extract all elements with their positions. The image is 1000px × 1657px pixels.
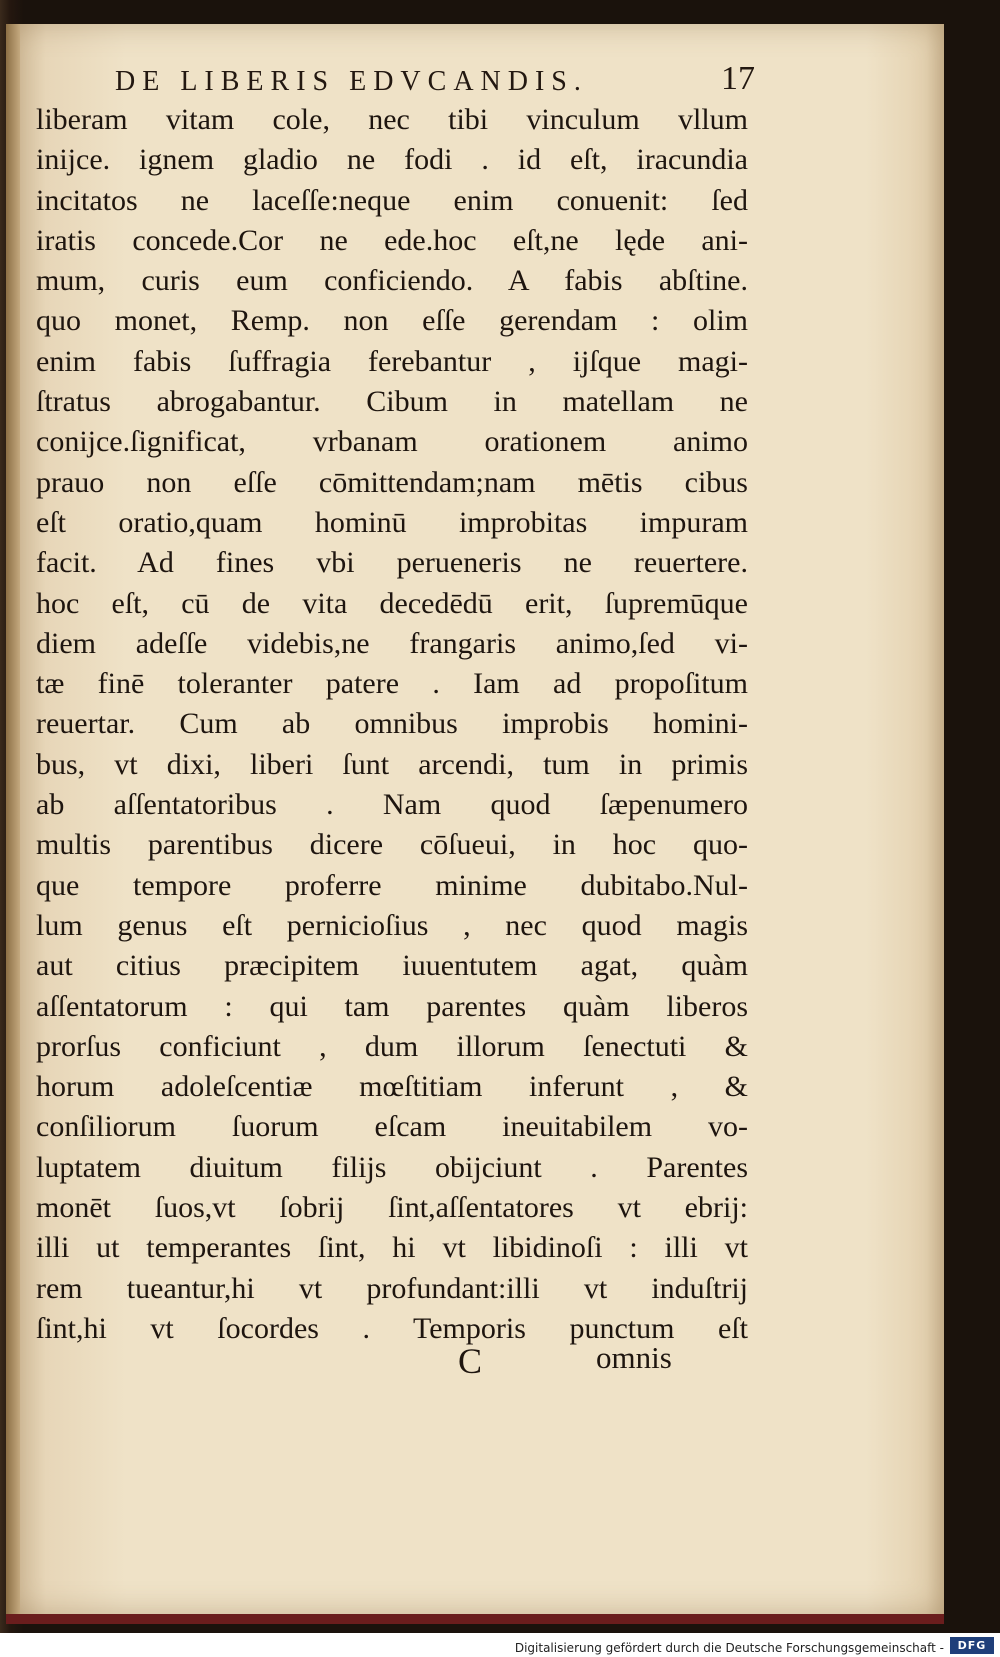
- text-line: diem adeſſe videbis,ne frangaris animo,ſed vi-: [36, 626, 748, 660]
- text-line: mum, curis eum conficiendo. A fabis abſtine.: [36, 264, 748, 298]
- text-line: conijce.ſignificat, vrbanam orationem animo: [36, 425, 748, 459]
- text-line: rem tueantur,hi vt profundant:illi vt induſtrij: [36, 1271, 748, 1305]
- body-text: [36, 100, 748, 1349]
- signature-mark: C: [458, 1341, 483, 1381]
- page-number: 17: [721, 60, 755, 97]
- text-line: lum genus eſt pernicioſius , nec quod magis: [36, 908, 748, 942]
- text-line: bus, vt dixi, liberi ſunt arcendi, tum in primis: [36, 747, 748, 781]
- text-line: conſiliorum ſuorum eſcam ineuitabilem vo-: [36, 1110, 748, 1144]
- text-line: iratis concede.Cor ne ede.hoc eſt,ne lęde ani-: [36, 223, 748, 257]
- text-line: ſtratus abrogabantur. Cibum in matellam ne: [36, 385, 748, 419]
- text-line: horum adoleſcentiæ mœſtitiam inferunt , &: [36, 1070, 748, 1104]
- text-line: incitatos ne laceſſe:neque enim conuenit: ſed: [36, 183, 748, 217]
- text-line: enim fabis ſuffragia ferebantur , ijſque magi-: [36, 344, 748, 378]
- text-line: eſt oratio,quam hominū improbitas impuram: [36, 505, 748, 539]
- digitization-footer: [0, 1633, 1000, 1657]
- funding-credit: Digitalisierung gefördert durch die Deutsche Forschungsgemeinschaft -: [514, 1641, 944, 1655]
- text-line: reuertar. Cum ab omnibus improbis homini-: [36, 707, 748, 741]
- text-line: que tempore proferre minime dubitabo.Nul-: [36, 868, 748, 902]
- text-line: prauo non eſſe cōmittendam;nam mētis cibus: [36, 465, 748, 499]
- text-line: illi ut temperantes ſint, hi vt libidinoſi : illi vt: [36, 1231, 748, 1265]
- text-line: luptatem diuitum filijs obijciunt . Parentes: [36, 1150, 748, 1184]
- text-line: liberam vitam cole, nec tibi vinculum vllum: [36, 103, 748, 136]
- text-line: facit. Ad fines vbi perueneris ne reuertere.: [36, 546, 748, 580]
- text-line: aut citius præcipitem iuuentutem agat, quàm: [36, 949, 748, 983]
- text-line: monēt ſuos,vt ſobrij ſint,aſſentatores vt ebrij:: [36, 1191, 748, 1225]
- text-line: inijce. ignem gladio ne fodi . id eſt, iracundia: [36, 143, 748, 177]
- dfg-logo: DFG: [950, 1637, 994, 1654]
- text-line: ſint,hi vt ſocordes . Temporis punctum eſt: [36, 1311, 748, 1345]
- text-line: multis parentibus dicere cōſueui, in hoc quo-: [36, 828, 748, 862]
- catchword: omnis: [596, 1340, 672, 1375]
- text-line: prorſus conficiunt , dum illorum ſenectuti &: [36, 1029, 748, 1063]
- text-line: hoc eſt, cū de vita decedēdū erit, ſupremūque: [36, 586, 748, 620]
- page-spine-edge: [6, 24, 20, 1614]
- text-line: quo monet, Remp. non eſſe gerendam : olim: [36, 304, 748, 338]
- text-line: tæ finē toleranter patere . Iam ad propoſitum: [36, 667, 748, 701]
- running-head-title: DE LIBERIS EDVCANDIS.: [115, 66, 588, 97]
- text-line: ab aſſentatoribus . Nam quod ſæpenumero: [36, 788, 748, 822]
- text-line: aſſentatorum : qui tam parentes quàm liberos: [36, 989, 748, 1023]
